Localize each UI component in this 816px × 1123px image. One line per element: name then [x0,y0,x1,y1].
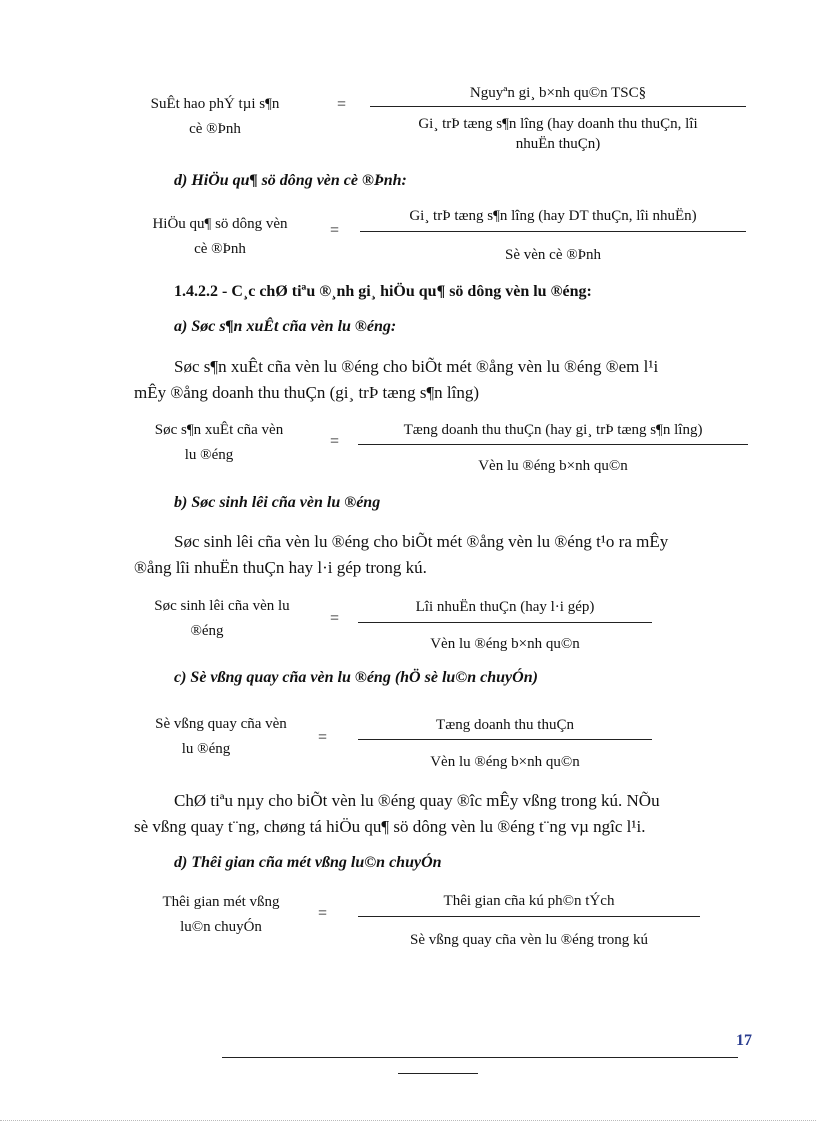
lhs-line: lu ®éng [181,741,231,757]
denominator-line: Gi¸ trÞ tæng s¶n lîng (hay doanh thu thuÇn, lîi [418,116,698,132]
denominator-line: Vèn lu ®éng b×nh qu©n [430,754,580,770]
paragraph-line: Søc s¶n xuÊt cña vèn lu ®éng cho biÕt mét ®ång vèn lu ®éng ®em l¹i [174,357,659,376]
lhs-line: Søc sinh lêi cña vèn lu [154,598,290,614]
equals-sign: = [318,729,328,746]
paragraph-working-capital-productivity [134,354,744,406]
formula-denominator [370,114,746,154]
fraction-bar [370,106,746,107]
lhs-line: lu©n chuyÓn [180,919,262,935]
section-heading-working-capital: 1.4.2.2 - C¸c chØ tiªu ®¸nh gi¸ hiÖu qu¶ sö dông vèn lu ®éng: [174,283,592,300]
equals-sign: = [330,433,340,450]
lhs-line: ®éng [190,623,224,639]
denominator-line: Vèn lu ®éng b×nh qu©n [478,458,628,474]
formula-numerator: Nguyªn gi¸ b×nh qu©n TSC§ [469,85,647,101]
lhs-line: SuÊt hao phÝ tµi s¶n [150,96,280,112]
equals-sign: = [337,96,347,113]
fraction-bar [358,622,652,623]
fraction-bar [360,231,746,232]
formula-numerator: Thêi gian cña kú ph©n tÝch [443,893,615,909]
lhs-line: HiÖu qu¶ sö dông vèn [152,216,288,232]
formula-lhs [134,594,310,644]
footer-rule [222,1057,738,1058]
fraction-bar [358,916,700,917]
formula-denominator [358,456,748,476]
denominator-line: Sè vèn cè ®Þnh [505,247,601,263]
lhs-line: cè ®Þnh [189,121,241,137]
denominator-line: Vèn lu ®éng b×nh qu©n [430,636,580,652]
formula-numerator: Lîi nhuËn thuÇn (hay l·i gép) [415,599,595,615]
paragraph-working-capital-profitability [134,529,744,581]
formula-lhs [130,212,310,262]
paragraph-line: Søc sinh lêi cña vèn lu ®éng cho biÕt mét ®ång vèn lu ®éng t¹o ra mÊy [174,532,669,551]
equals-sign: = [318,905,328,922]
lhs-line: Sè vßng quay cña vèn [155,716,287,732]
fraction-bar [358,444,748,445]
footer-rule-short [398,1073,478,1074]
lhs-line: Thêi gian mét vßng [162,894,280,910]
formula-lhs [130,92,300,142]
formula-numerator: Tæng doanh thu thuÇn [436,717,574,733]
equals-sign: = [330,610,340,627]
paragraph-line: mÊy ®ång doanh thu thuÇn (gi¸ trÞ tæng s¶n lîng) [134,383,480,402]
heading-fixed-capital-efficiency: d) HiÖu qu¶ sö dông vèn cè ®Þnh: [174,172,407,189]
paragraph-working-capital-turnover [134,788,744,840]
lhs-line: Søc s¶n xuÊt cña vèn [154,422,284,438]
heading-turnover-period: d) Thêi gian cña mét vßng lu©n chuyÓn [174,854,442,871]
formula-denominator [358,930,700,950]
formula-numerator: Tæng doanh thu thuÇn (hay gi¸ trÞ tæng s¶n lîng) [403,422,703,438]
equals-sign: = [330,222,340,239]
paragraph-line: ChØ tiªu nµy cho biÕt vèn lu ®éng quay ®îc mÊy vßng trong kú. NÕu [174,791,660,810]
formula-denominator [358,634,652,654]
lhs-line: cè ®Þnh [194,241,246,257]
heading-working-capital-profitability: b) Søc sinh lêi cña vèn lu ®éng [174,494,381,511]
formula-denominator [358,752,652,772]
formula-lhs [134,890,308,940]
page-edge-divider [0,1120,816,1121]
fraction-bar [358,739,652,740]
formula-numerator: Gi¸ trÞ tæng s¶n lîng (hay DT thuÇn, lîi nhuËn) [409,208,697,224]
heading-working-capital-productivity: a) Søc s¶n xuÊt cña vèn lu ®éng: [174,318,397,335]
paragraph-line: sè vßng quay t¨ng, chøng tá hiÖu qu¶ sö dông vèn lu ®éng t¨ng vµ ngîc l¹i. [134,817,646,836]
formula-denominator [360,245,746,265]
lhs-line: lu ®éng [184,447,234,463]
page-number: 17 [736,1032,752,1049]
formula-lhs [136,418,302,468]
formula-lhs [134,712,308,762]
denominator-line: Sè vßng quay cña vèn lu ®éng trong kú [409,932,648,948]
heading-working-capital-turnover: c) Sè vßng quay cña vèn lu ®éng (hÖ sè lu©n chuyÓn) [174,669,538,686]
denominator-line: nhuËn thuÇn) [515,136,601,152]
paragraph-line: ®ång lîi nhuËn thuÇn hay l·i gép trong kú. [134,558,427,577]
